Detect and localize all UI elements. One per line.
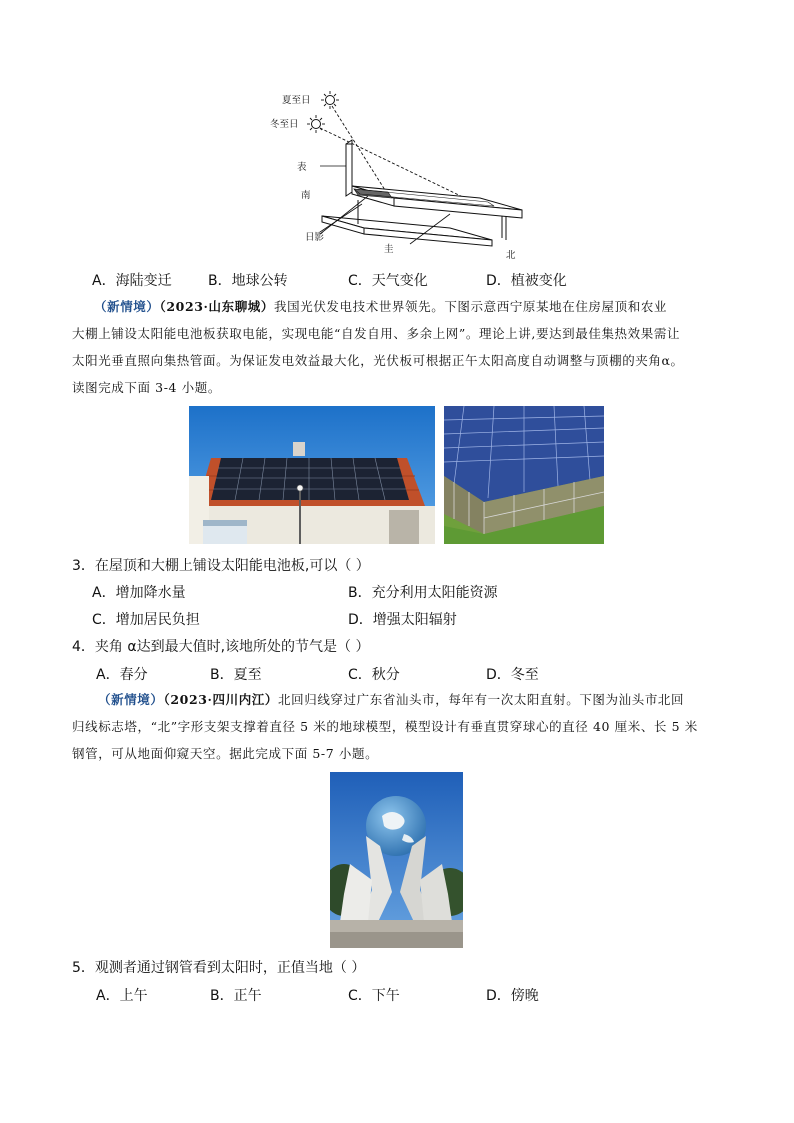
q5-option-a[interactable]: A．上午 <box>96 988 148 1004</box>
question-5-stem: 5．观测者通过钢管看到太阳时，正值当地（ ） <box>72 960 366 976</box>
q5-option-c[interactable]: C．下午 <box>348 988 400 1004</box>
q4-option-a[interactable]: A．春分 <box>96 667 148 683</box>
tropic-landmark-photo <box>330 772 463 948</box>
q3-option-d[interactable]: D．增强太阳辐射 <box>348 612 457 628</box>
passage-2: （新情境）（2023·四川内江）北回归线穿过广东省汕头市，每年有一次太阳直射。下图为汕头市北回 归线标志塔，“北”字形支架支撑着直径 5 米的地球模型，模型设计有垂直贯穿球心的直径 40 厘米、长 5 米 钢管，可从地面仰窥天空。据此完成下面 5-7 小题。 <box>72 692 698 761</box>
passage-2-tag: （新情境） <box>98 692 164 707</box>
passage-1-tag: （新情境） <box>94 299 160 314</box>
summer-sun-icon <box>321 91 339 109</box>
q4-option-c[interactable]: C．秋分 <box>348 667 400 683</box>
shadow-label: 日影 <box>305 232 325 243</box>
passage-2-source: （2023·四川内江） <box>163 692 279 707</box>
question-3-stem: 3．在屋顶和大棚上铺设太阳能电池板,可以（ ） <box>72 558 370 574</box>
q4-option-d[interactable]: D．冬至 <box>486 667 539 683</box>
q5-option-b[interactable]: B．正午 <box>210 988 262 1004</box>
winter-solstice-label: 冬至日 <box>270 119 299 130</box>
question-4-stem: 4．夹角 α达到最大值时,该地所处的节气是（ ） <box>72 639 370 655</box>
option-b[interactable]: B．地球公转 <box>208 273 288 289</box>
south-label: 南 <box>301 190 311 201</box>
gui-label: 圭 <box>384 244 394 255</box>
passage-1-source: （2023·山东聊城） <box>159 299 275 314</box>
house-solar-photo <box>189 406 435 544</box>
greenhouse-solar-photo <box>444 406 604 544</box>
summer-solstice-label: 夏至日 <box>282 95 311 106</box>
gnomon-label: 表 <box>297 162 307 173</box>
passage-1: （新情境）（2023·山东聊城）我国光伏发电技术世界领先。下图示意西宁原某地在住房屋顶和农业 大棚上铺设太阳能电池板获取电能，实现电能“自发自用、多余上网”。理论上讲,要达到最佳集热效果需让 太阳光垂直照向集热管面。为保证发电效益最大化，光伏板可根据正午太阳高度自动调整与顶棚的夹角α。 读图完成下面 3-4 小题。 <box>72 299 684 395</box>
q4-option-b[interactable]: B．夏至 <box>210 667 262 683</box>
gnomon-diagram <box>270 88 530 260</box>
q5-option-d[interactable]: D．傍晚 <box>486 988 539 1004</box>
option-a[interactable]: A．海陆变迁 <box>92 273 172 289</box>
q3-option-c[interactable]: C．增加居民负担 <box>92 612 200 628</box>
q3-option-b[interactable]: B．充分利用太阳能资源 <box>348 585 498 601</box>
winter-sun-icon <box>307 115 325 133</box>
q3-option-a[interactable]: A．增加降水量 <box>92 585 186 601</box>
option-d[interactable]: D．植被变化 <box>486 273 567 289</box>
option-c[interactable]: C．天气变化 <box>348 273 428 289</box>
north-label: 北 <box>506 250 516 260</box>
